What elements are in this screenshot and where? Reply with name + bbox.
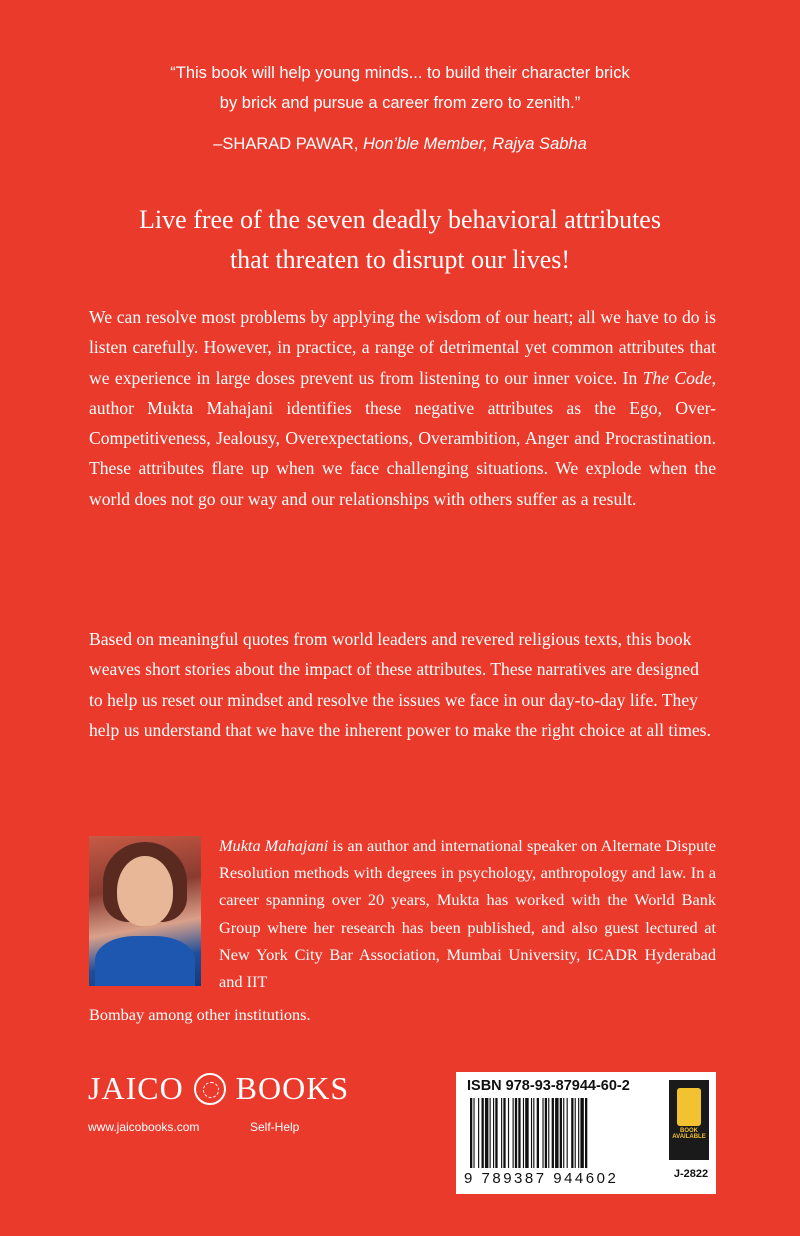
quote-line-1: “This book will help young minds... to build their character brick <box>170 64 630 82</box>
author-name: Mukta Mahajani <box>219 836 329 855</box>
barcode-stripe <box>563 1098 564 1168</box>
quote-author-title: Hon’ble Member, Rajya Sabha <box>362 135 587 153</box>
author-bio-tail: Bombay among other institutions. <box>89 1005 311 1024</box>
barcode-stripe <box>548 1098 549 1168</box>
barcode-stripe <box>493 1098 494 1168</box>
author-bio <box>219 832 716 995</box>
isbn-text: ISBN 978-93-87944-60-2 <box>467 1078 630 1094</box>
ebook-label: BOOK AVAILABLE <box>672 1128 706 1140</box>
quote-attribution <box>100 131 700 157</box>
author-bio-text: is an author and international speaker on Alternate Dispute Resolution methods with degrees in psychology, anthropology and law. In a career spanning over 20 years, Mukta has worked with the World Bank Group where her research has been published, and also guest lectured at New York City Bar Association, Mumbai University, ICADR Hyderabad and IIT <box>219 836 716 992</box>
barcode-stripe <box>537 1098 539 1168</box>
author-photo-body <box>95 936 195 986</box>
publisher-website: www.jaicobooks.com <box>88 1120 200 1134</box>
publisher-logo <box>88 1070 349 1107</box>
headline-line-1: Live free of the seven deadly behavioral attributes <box>139 205 661 234</box>
endorsement-quote <box>120 58 680 118</box>
barcode-stripe <box>555 1098 558 1168</box>
barcode-stripe <box>580 1098 583 1168</box>
barcode-stripe <box>567 1098 568 1168</box>
barcode-stripe <box>560 1098 562 1168</box>
barcode-stripe <box>482 1098 484 1168</box>
publisher-name-left: JAICO <box>88 1070 184 1106</box>
ebook-device-icon <box>677 1088 701 1126</box>
barcode-stripe <box>515 1098 517 1168</box>
para1-after: , author Mukta Mahajani identifies these negative attributes as the Ego, Over-Competitiveness, Jealousy, Overexpectations, Overambition, Anger and Procrastination. These attributes flare up when we face challenging situations. We explode when the world does not go our way and our relationships with others suffer as a result. <box>89 367 716 509</box>
book-title: The Code <box>642 367 712 388</box>
ebook-badge <box>669 1080 709 1160</box>
barcode-stripe <box>485 1098 488 1168</box>
para1-before: We can resolve most problems by applying the wisdom of our heart; all we have to do is listen carefully. However, in practice, a range of detrimental yet common attributes that we experience in large doses prevent us from listening to our inner voice. In <box>89 307 716 388</box>
barcode-stripe <box>585 1098 587 1168</box>
barcode-stripe <box>518 1098 520 1168</box>
barcode-stripe <box>495 1098 497 1168</box>
description-paragraph-1 <box>89 302 716 514</box>
barcode-number: 9 789387 944602 <box>464 1170 619 1187</box>
barcode-stripe <box>503 1098 505 1168</box>
barcode-stripe <box>478 1098 479 1168</box>
quote-author: –SHARAD PAWAR, <box>213 135 359 153</box>
barcode-bars <box>470 1098 655 1168</box>
barcode-stripe <box>533 1098 534 1168</box>
barcode-stripe <box>531 1098 532 1168</box>
catalog-code: J-2822 <box>673 1168 709 1180</box>
barcode-stripe <box>470 1098 472 1168</box>
quote-line-2: by brick and pursue a career from zero to zenith.” <box>219 94 581 112</box>
description-paragraph-2: Based on meaningful quotes from world leaders and revered religious texts, this book weaves short stories about the impact of these attributes. These narratives are designed to help us reset our mindset and resolve the issues we face in our day-to-day life. They help us understand that we have the inherent power to make the right choice at all times. <box>89 629 711 740</box>
barcode-stripe <box>571 1098 573 1168</box>
barcode-stripe <box>508 1098 509 1168</box>
headline <box>60 200 740 280</box>
barcode-stripe <box>578 1098 579 1168</box>
barcode-stripe <box>542 1098 543 1168</box>
barcode-stripe <box>575 1098 576 1168</box>
barcode-stripe <box>473 1098 474 1168</box>
barcode-panel <box>456 1072 716 1194</box>
barcode-stripe <box>545 1098 547 1168</box>
barcode-stripe <box>525 1098 528 1168</box>
sun-logo-icon <box>194 1073 226 1105</box>
headline-line-2: that threaten to disrupt our lives! <box>229 245 571 274</box>
barcode-stripe <box>552 1098 554 1168</box>
publisher-name-right: BOOKS <box>235 1070 350 1106</box>
barcode-stripe <box>501 1098 502 1168</box>
book-genre: Self-Help <box>250 1120 300 1134</box>
barcode-stripe <box>490 1098 491 1168</box>
author-photo <box>89 836 201 986</box>
barcode-stripe <box>523 1098 524 1168</box>
barcode-stripe <box>513 1098 514 1168</box>
author-photo-face <box>117 856 173 926</box>
